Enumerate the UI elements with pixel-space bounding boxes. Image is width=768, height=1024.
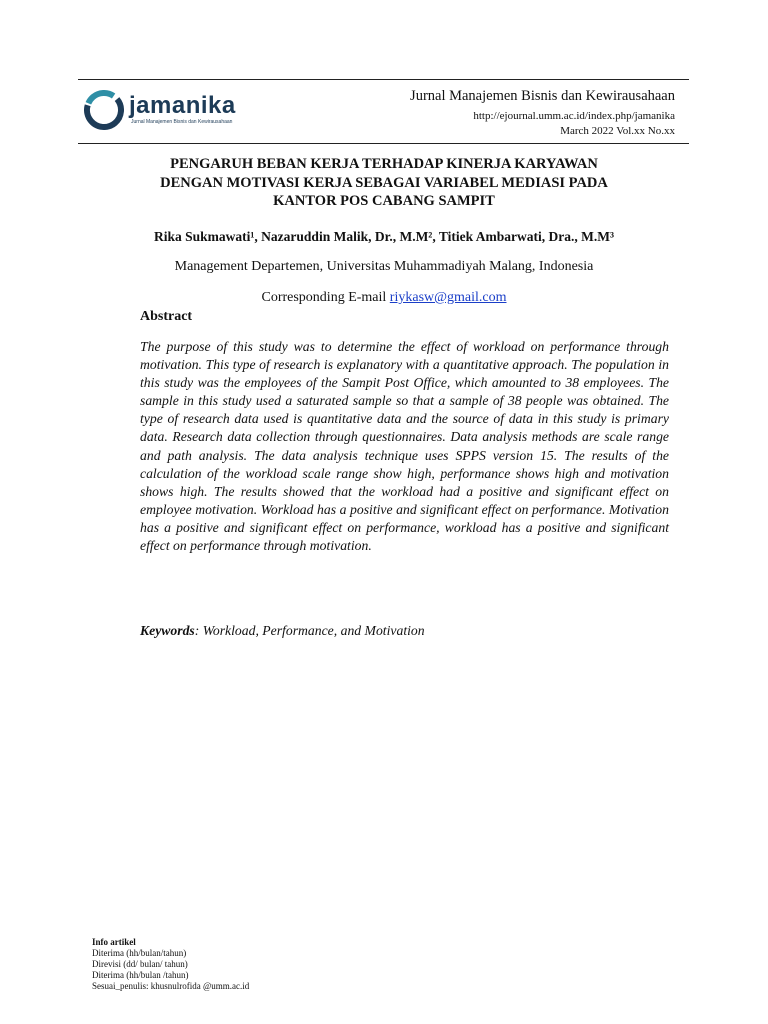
logo-mark-icon xyxy=(84,90,124,130)
journal-issue: March 2022 Vol.xx No.xx xyxy=(560,125,675,137)
article-info-line: Sesuai_penulis: khusnulrofida @umm.ac.id xyxy=(92,981,250,991)
corresponding-email-line xyxy=(100,289,668,307)
article-info-line: Direvisi (dd/ bulan/ tahun) xyxy=(92,959,188,969)
header-bottom-rule xyxy=(78,143,689,144)
keywords-line xyxy=(140,622,669,640)
header-top-rule xyxy=(78,79,689,80)
title-line: PENGARUH BEBAN KERJA TERHADAP KINERJA KARYAWAN xyxy=(170,156,598,172)
logo-tagline: Jurnal Manajemen Bisnis dan Kewirausahaan xyxy=(131,119,233,125)
abstract-heading: Abstract xyxy=(140,309,193,324)
journal-info xyxy=(410,87,675,138)
keywords-text: : Workload, Performance, and Motivation xyxy=(194,623,425,638)
corresponding-label: Corresponding E-mail xyxy=(261,290,387,305)
journal-name: Jurnal Manajemen Bisnis dan Kewirausahaan xyxy=(410,88,675,104)
logo-wordmark: jamanika xyxy=(129,92,236,119)
affiliation: Management Departemen, Universitas Muhammadiyah Malang, Indonesia xyxy=(174,259,594,274)
author-list: Rika Sukmawati¹, Nazaruddin Malik, Dr., M.M², Titiek Ambarwati, Dra., M.M³ xyxy=(153,229,615,244)
keywords-label: Keywords xyxy=(140,623,195,638)
journal-url[interactable]: http://ejournal.umm.ac.id/index.php/jamanika xyxy=(473,110,675,122)
title-line: KANTOR POS CABANG SAMPIT xyxy=(273,193,495,209)
article-info-line: Diterima (hh/bulan /tahun) xyxy=(92,970,189,980)
article-info-line: Diterima (hh/bulan/tahun) xyxy=(92,948,187,958)
title-line: DENGAN MOTIVASI KERJA SEBAGAI VARIABEL MEDIASI PADA xyxy=(160,174,608,191)
article-info-title: Info artikel xyxy=(92,937,136,947)
corresponding-email-link[interactable]: riykasw@gmail.com xyxy=(389,290,507,305)
abstract-text: The purpose of this study was to determine the effect of workload on performance through motivation. This type of research is explanatory with a quantitative approach. The population in this study was the employees of the Sampit Post Office, which amounted to 38 employees. The sample in this study used a saturated sample so that a sample of 38 people was obtained. The type of research data used is quantitative data and the source of data in this study is primary data. Research data collection through questionnaires. Data analysis methods are scale range and path analysis. The data analysis technique uses SPPS version 15. The results of the calculation of the workload scale range show high, performance shows high and motivation shows high. The results showed that the workload had a positive and significant effect on employee motivation. Workload has a positive and significant effect on performance. Motivation has a positive and significant effect on performance, workload has a positive and significant effect on performance through motivation. xyxy=(140,339,669,554)
paper-title xyxy=(100,155,668,211)
article-info xyxy=(92,937,392,992)
journal-logo xyxy=(84,90,244,130)
